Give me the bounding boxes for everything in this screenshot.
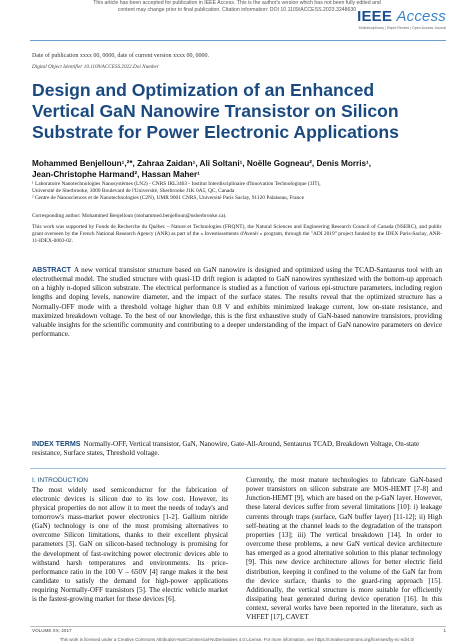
author-list-line1: Mohammed Benjelloun¹,²*, Zahraa Zaidan¹, Ali Soltani¹, Noëlle Gogneau², Denis Morris¹,: [32, 159, 372, 168]
page-number: 1: [443, 628, 446, 633]
body-column-left: [32, 476, 228, 605]
corresponding-author: Corresponding author: Mohammed Benjelloun (mohammed.benjelloun@usherbrooke.ca).: [32, 213, 227, 219]
section-divider: [30, 468, 446, 469]
journal-brand: [357, 8, 446, 30]
abstract-label: ABSTRACT: [32, 266, 72, 274]
author-list-line2: Jean-Christophe Harmand², Hassan Maher¹: [32, 169, 200, 179]
acceptance-notice-line1: This article has been accepted for publication in IEEE Access. This is the author's version which has not been fully edited and: [93, 0, 381, 6]
header-divider: [30, 40, 446, 41]
journal-logo-ieee: IEEE: [357, 8, 393, 25]
funding-statement: This work was supported by Fonds de Recherche du Québec – Nature et Technologies (FRQNT), the Natural Sciences and Engineering Research Council of Canada (NSERC), and public grant overseen by the French National Research Agency (ANR) as part of the « Investissements d'Avenir » program, through the "ADI 2019" project funded by the IDEX Paris-Saclay, ANR-11-IDEX-0003-02.: [32, 224, 442, 244]
journal-tagline: Multidisciplinary | Rapid Review | Open Access Journal: [358, 26, 446, 30]
journal-logo: [357, 8, 446, 25]
introduction-paragraph-right: Currently, the most mature technologies to fabricate GaN-based power transistors on silicon substrate are MOS-HEMT [7-8] and Junction-HEMT [9], which are based on the p-GaN layer. However, these lateral devices suffer from several limitations [10]: i) leakage currents through traps (surface, GaN buffer layer) [11-12]; ii) High self-heating at the channel leads to the degradation of the transport properties [13]; iii) The vertical breakdown [14]. In order to overcome these problems, a new GaN vertical device architecture has emerged as a good alternative solution to this planar technology [9]. This new device architecture allows for better electric field distribution, keeping it confined to the volume of the GaN far from the device surface, thanks to the guard-ring approach [15]. Additionally, the vertical structure is more suitable for efficiently dissipating heat generated during device operation [16]. In this context, several works have been reported in the literature, such as VHFET [17], CAVET: [246, 476, 442, 622]
journal-logo-access: Access: [396, 8, 446, 25]
doi-identifier: Digital Object Identifier 10.1109/ACCESS.2022.Doi Number: [32, 64, 159, 70]
affiliation-2: ² Centre de Nanosciences et de Nanotechnologies (C2N), UMR 9001 CNRS, Université Paris Saclay, 91120 Palaiseau, France: [32, 195, 305, 201]
author-list: [32, 159, 442, 180]
paper-title-line2: Vertical GaN Nanowire Transistor on Silicon: [32, 101, 399, 121]
index-terms-text: Normally-OFF, Vertical transistor, GaN, Nanowire, Gate-All-Around, Sentaurus TCAD, Breakdown Voltage, On-state resistance, Surface states, Threshold voltage.: [32, 440, 420, 458]
footer-divider: [30, 626, 446, 627]
footer-volume: [32, 628, 72, 634]
section-heading-introduction: I. INTRODUCTION: [32, 477, 89, 484]
paper-title-line3: Substrate for Power Electronic Applications: [32, 122, 399, 142]
affiliation-1b: Université de Sherbrooke, 3000 Boulevard de l'Université, Sherbrooke J1K 0A5, QC, Canada: [32, 188, 235, 194]
index-terms: [32, 440, 442, 458]
paper-title-line1: Design and Optimization of an Enhanced: [32, 80, 375, 100]
index-terms-label: INDEX TERMS: [32, 440, 81, 448]
acceptance-notice-line2: content may change prior to final publication. Citation information: DOI 10.1109/ACCESS.2023.3248630: [117, 7, 357, 13]
body-column-right: [246, 476, 442, 623]
abstract-text: A new vertical transistor structure based on GaN nanowire is designed and optimized using the TCAD-Santaurus tool with an electrothermal model. The studied structure with quasi-1D drift region is adapted to GaN nanowires synthesized with the bottom-up approach on a highly n-doped silicon substrate. The electrical performance is studied as a function of various epi-structure parameters, including region lengths and doping levels, nanowire diameter, and the impact of the surface states. The results reveal that the optimized structure has a Normally-OFF mode with a threshold voltage higher than 0.8 V and exhibits minimized leakage current, low on-state resistance, and maximized breakdown voltage. To the best of our knowledge, this is the first exhaustive study of GaN-based nanowire transistors, providing valuable insights for the scientific community and contributing to a deeper understanding of the impact of GaN nanowire parameters on device performance.: [32, 266, 442, 339]
abstract: [32, 266, 442, 339]
affiliation-1a: ¹ Laboratoire Nanotechnologies Nanosystèmes (LN2) - CNRS IRL3463 - Institut Interdisciplinaire d'Innovation Technologique (3IT),: [32, 181, 321, 187]
paper-title: [32, 80, 452, 143]
footer-page: [443, 628, 446, 634]
volume-label: VOLUME XX, 2017: [32, 628, 72, 633]
introduction-paragraph-left: The most widely used semiconductor for the fabrication of electronic devices is silicon due to its low cost. However, its physical properties do not allow it to meet the needs of today's and tomorrow's mass-market power electronics [1-2]. Gallium nitride (GaN) technology is one of the most promising alternatives to overcome Silicon limitations, thanks to their excellent physical parameters [3]. GaN on silicon-based technology is promising for the development of fast-switching power electronic devices able to withstand harsh temperatures and environments. Its price-performance ratio in the 100 V – 650V [4] range makes it the best candidate to satisfy the demand for high-power applications requiring Normally-OFF transistors [5]. The electric vehicle market is the fastest-growing market for these devices [6].: [32, 485, 228, 604]
publication-dates: Date of publication xxxx 00, 0000, date of current version xxxx 00, 0000.: [32, 53, 209, 59]
license-notice: This work is licensed under a Creative Commons Attribution-NonCommercial-NoDerivatives 4.0 License. For more information, see https://creativecommons.org/licenses/by-nc-nd/4.0/: [59, 637, 415, 642]
